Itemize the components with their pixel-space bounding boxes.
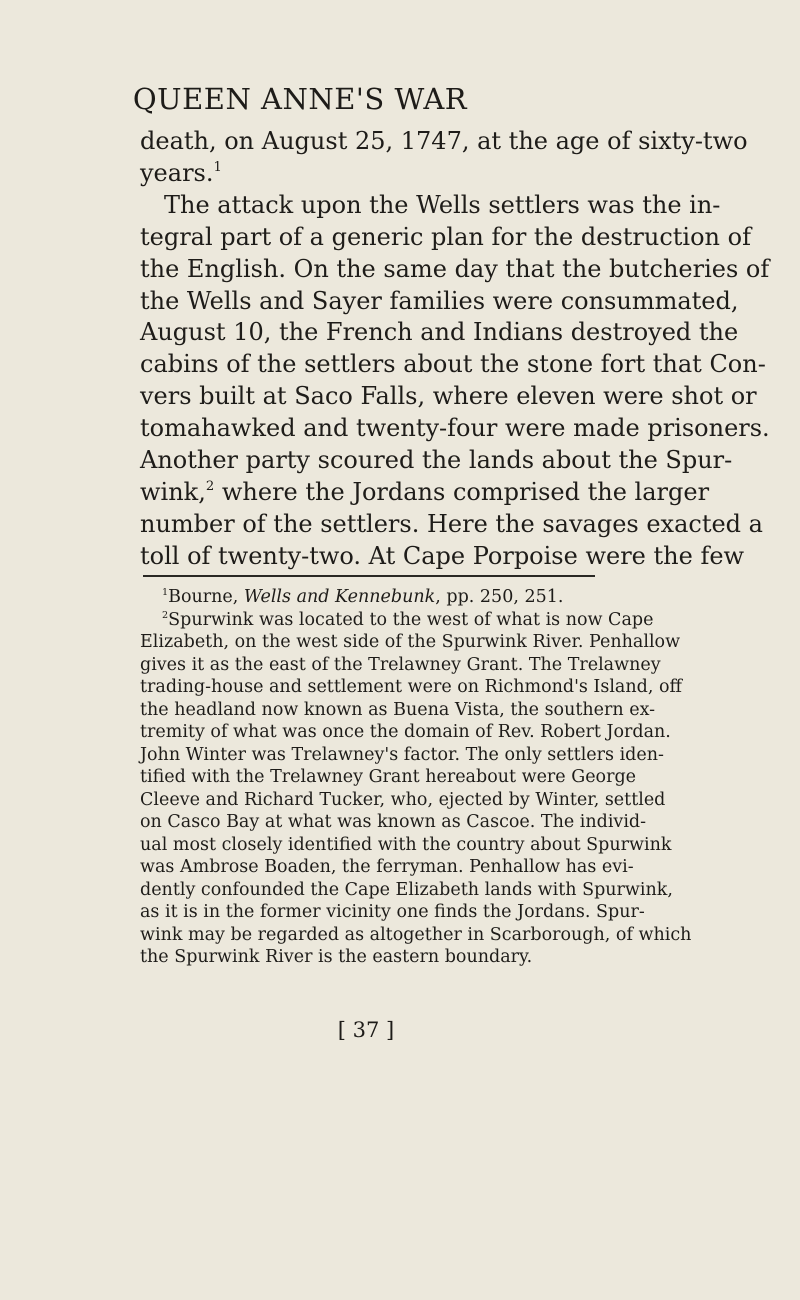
footnotes <box>140 586 692 969</box>
footnote-marker-2: 2 <box>162 609 169 621</box>
footnote-2-line: Elizabeth, on the west side of the Spurwink River. Penhallow <box>140 632 681 652</box>
body-line: death, on August 25, 1747, at the age of sixty-two <box>140 127 748 155</box>
body-line: toll of twenty-two. At Cape Porpoise were the few <box>140 541 745 570</box>
footnote-rule <box>143 575 595 577</box>
running-head: QUEEN ANNE'S WAR <box>132 82 468 116</box>
footnote-2-line <box>140 609 654 632</box>
footnote-2-line: Cleeve and Richard Tucker, who, ejected by Winter, settled <box>140 789 666 810</box>
footnote-1 <box>140 586 595 609</box>
body-line: Another party scoured the lands about the Spur- <box>140 446 733 475</box>
footnote-2-line: the headland now known as Buena Vista, the southern ex- <box>140 699 656 720</box>
footnote-2-line: wink may be regarded as altogether in Scarborough, of which <box>140 924 692 945</box>
body-line: vers built at Saco Falls, where eleven were shot or <box>140 382 757 411</box>
footnote-2-line: ual most closely identified with the country about Spurwink <box>140 834 672 855</box>
body-line: cabins of the settlers about the stone fort that Con- <box>140 350 766 379</box>
body-line: the English. On the same day that the butcheries of <box>140 254 770 283</box>
footnote-2-line: dently confounded the Cape Elizabeth lands with Spurwink, <box>140 879 673 900</box>
footnote-reference-1: 1 <box>213 160 222 176</box>
footnote-2-line: was Ambrose Boaden, the ferryman. Penhallow has evi- <box>140 857 634 877</box>
body-text <box>140 126 770 573</box>
body-line <box>140 477 710 509</box>
footnote-1-pages: , pp. 250, 251. <box>435 587 564 607</box>
body-line: the Wells and Sayer families were consummated, <box>140 286 739 315</box>
body-line-text: wink, <box>140 477 206 506</box>
footnote-2-line: the Spurwink River is the eastern boundary. <box>140 947 533 967</box>
footnote-2-line: tremity of what was once the domain of Rev. Robert Jordan. <box>140 722 671 742</box>
footnote-1-title: Wells and Kennebunk <box>243 587 436 607</box>
footnote-2-line: tified with the Trelawney Grant hereabout were George <box>140 767 637 787</box>
footnote-1-author: Bourne, <box>168 587 244 607</box>
footnote-2-line: on Casco Bay at what was known as Cascoe. The individ- <box>140 812 647 832</box>
body-line: number of the settlers. Here the savages exacted a <box>140 509 763 538</box>
footnote-marker-1: 1 <box>162 586 169 598</box>
body-line <box>140 158 595 190</box>
footnote-2-text: Spurwink was located to the west of what is now Cape <box>168 609 654 630</box>
footnote-2-line: gives it as the east of the Trelawney Grant. The Trelawney <box>140 654 661 675</box>
body-line: tegral part of a generic plan for the destruction of <box>140 222 751 251</box>
body-line-text: where the Jordans comprised the larger <box>214 477 710 506</box>
body-line-text: years. <box>140 158 214 187</box>
body-line: August 10, the French and Indians destroyed the <box>140 318 739 347</box>
body-line: The attack upon the Wells settlers was the in- <box>164 190 721 219</box>
body-line: tomahawked and twenty-four were made prisoners. <box>140 414 770 443</box>
footnote-2-line: trading-house and settlement were on Richmond's Island, off <box>140 677 682 697</box>
page-number: [ 37 ] <box>337 1018 395 1042</box>
footnote-reference-2: 2 <box>205 479 215 495</box>
footnote-2-line: John Winter was Trelawney's factor. The only settlers iden- <box>140 744 664 765</box>
footnote-2-line: as it is in the former vicinity one finds the Jordans. Spur- <box>140 902 645 922</box>
